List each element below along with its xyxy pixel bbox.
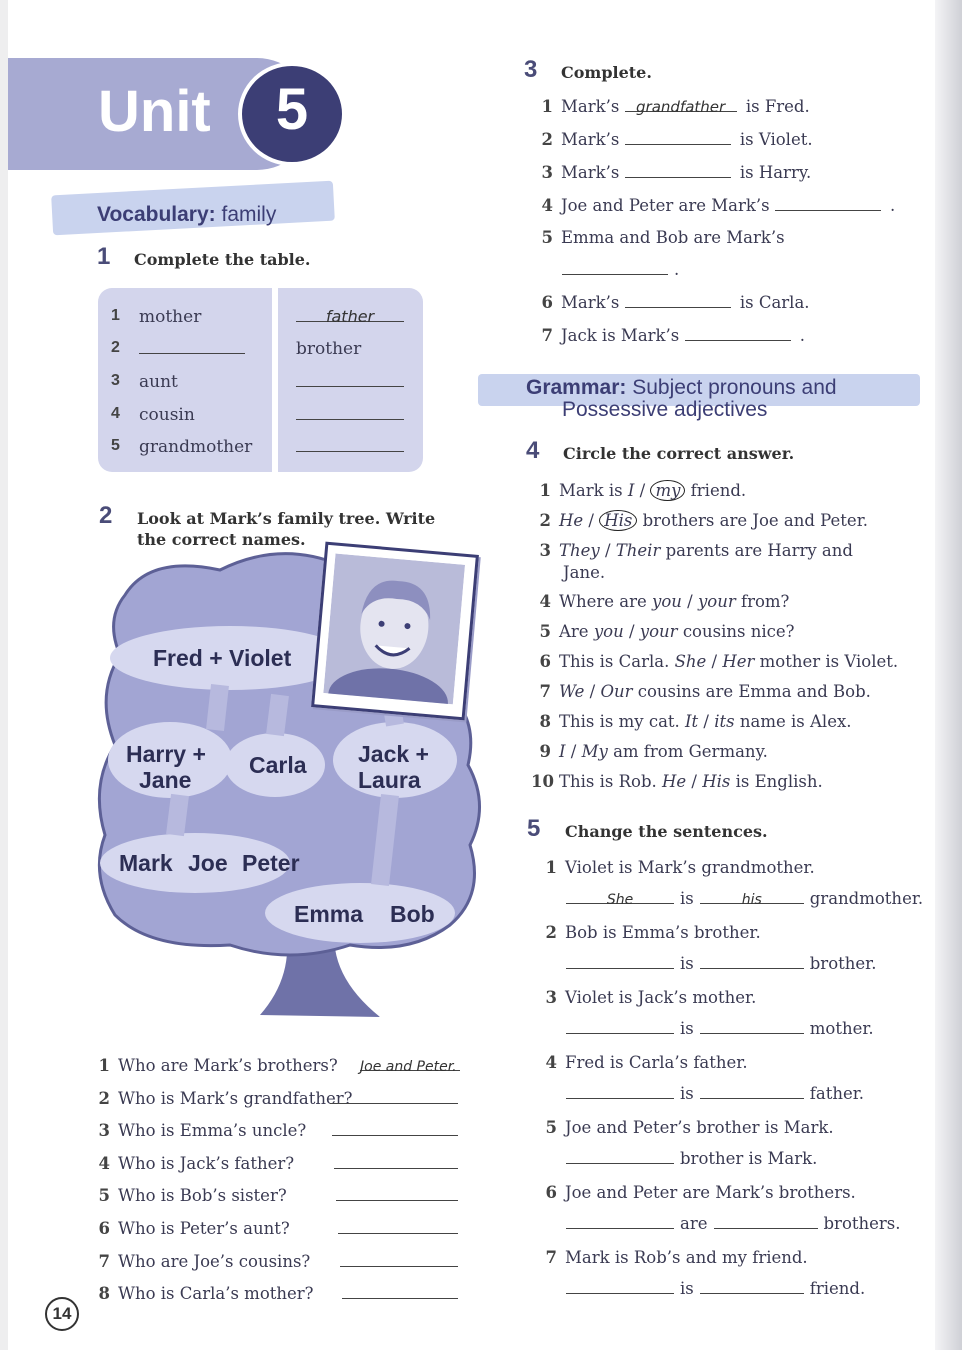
- ex2-instruction-1: Look at Mark’s family tree. Write: [137, 509, 436, 528]
- ex3-blank[interactable]: [625, 97, 737, 116]
- ex1-right-blank[interactable]: [296, 372, 404, 387]
- ex5-sentence-text: Joe and Peter are Mark’s brothers.: [565, 1183, 856, 1202]
- ex5-rewrite: [566, 1149, 823, 1169]
- tree-bob: Bob: [390, 901, 435, 927]
- ex5-rewrite: [566, 1214, 901, 1234]
- ex5-rewrite: [566, 954, 876, 974]
- ex4-item-number: 9: [539, 742, 551, 761]
- ex4-option-1[interactable]: It: [685, 712, 699, 731]
- ex1-left-blank[interactable]: [139, 339, 245, 354]
- ex1-row-number: 2: [111, 339, 120, 356]
- ex5-blank-2[interactable]: [714, 1214, 818, 1229]
- tree-harry: Harry +: [126, 741, 206, 767]
- ex4-option-1[interactable]: They: [559, 541, 600, 560]
- ex2-question-text: Who is Jack’s father?: [118, 1153, 295, 1173]
- ex5-middle: is: [680, 1084, 694, 1103]
- ex2-question: [90, 1284, 314, 1304]
- grammar-title: Grammar:: [526, 376, 627, 399]
- ex4-item-number: 2: [539, 511, 551, 530]
- ex2-answer-blank[interactable]: [340, 1252, 458, 1267]
- ex5-blank-1[interactable]: [566, 1279, 674, 1294]
- ex1-right-cell: [296, 437, 404, 457]
- ex4-item-number: 8: [539, 712, 551, 731]
- ex4-option-1[interactable]: We: [559, 682, 585, 701]
- ex3-item: [533, 228, 785, 248]
- ex4-option-1[interactable]: I: [559, 742, 566, 761]
- ex1-left-word: mother: [139, 307, 202, 327]
- ex4-item-lead: This is my cat.: [559, 712, 680, 731]
- ex1-left-word: grandmother: [139, 437, 253, 457]
- ex5-middle: is: [680, 954, 694, 973]
- ex5-blank-1[interactable]: [566, 1019, 674, 1034]
- ex5-rewrite: [566, 889, 923, 909]
- ex1-left-cell: [139, 437, 252, 457]
- ex3-item: [533, 97, 810, 117]
- ex2-number: 2: [99, 502, 113, 529]
- ex4-item: 4 Where are you / your from?: [531, 592, 789, 612]
- ex1-right-blank-answer: father: [325, 307, 375, 326]
- ex5-rewrite: [566, 1019, 874, 1039]
- ex4-option-2[interactable]: Their: [615, 541, 661, 560]
- ex4-item-tail: friend.: [690, 481, 747, 500]
- ex5-blank-2[interactable]: [700, 1279, 804, 1294]
- ex4-item-number: 1: [539, 481, 551, 500]
- ex2-question: [90, 1121, 306, 1141]
- tree-laura: Laura: [358, 767, 421, 793]
- ex3-item-number: 7: [541, 326, 553, 345]
- ex3-item: [533, 130, 813, 150]
- ex1-number: 1: [97, 243, 111, 270]
- ex4-option-1[interactable]: I: [627, 481, 635, 500]
- ex4-item: 10 This is Rob. He / His is English.: [531, 772, 823, 791]
- ex5-sentence-text: Violet is Mark’s grandmother.: [565, 858, 815, 877]
- ex4-option-2[interactable]: your: [639, 622, 678, 641]
- ex4-item-lead: Where are: [559, 592, 647, 611]
- ex2-answer-blank[interactable]: [332, 1121, 458, 1136]
- ex4-item: 7 We / Our cousins are Emma and Bob.: [531, 682, 871, 702]
- ex3-item-number: 2: [541, 130, 553, 149]
- ex4-option-1[interactable]: He: [662, 772, 687, 791]
- ex2-question-text: Who is Mark’s grandfather?: [118, 1088, 353, 1108]
- ex5-item-number: 6: [545, 1183, 557, 1202]
- ex1-right-cell: [296, 405, 404, 425]
- ex4-item: 1 Mark is I / my friend.: [531, 481, 746, 501]
- ex2-question-text: Who are Mark’s brothers?: [118, 1056, 338, 1075]
- ex2-answer-blank[interactable]: [338, 1219, 458, 1234]
- tree-fred-violet: Fred + Violet: [153, 645, 292, 671]
- tree-peter: Peter: [242, 850, 300, 876]
- ex3-item: [533, 196, 895, 216]
- ex4-option-1[interactable]: She: [674, 652, 707, 671]
- ex3-item-number: 1: [541, 97, 553, 116]
- ex4-item-number: 10: [531, 772, 554, 791]
- ex4-item-number: 4: [539, 592, 551, 611]
- ex4-option-2[interactable]: Her: [722, 652, 755, 671]
- ex2-answer-blank[interactable]: [336, 1186, 458, 1201]
- ex5-item-number: 5: [545, 1118, 557, 1137]
- page-edge-left: [0, 0, 8, 1350]
- ex4-item-tail: from?: [740, 592, 790, 611]
- ex5-sentence: [537, 988, 756, 1008]
- ex2-answer-blank[interactable]: [360, 1056, 460, 1075]
- ex5-item-number: 3: [545, 988, 557, 1007]
- ex5-blank-2[interactable]: [700, 1019, 804, 1034]
- ex3-item-prefix: Joe and Peter are Mark’s: [561, 196, 770, 215]
- ex5-blank-2-answer: his: [741, 892, 762, 908]
- ex4-item-lead: Are: [559, 622, 589, 641]
- unit-title: Unit: [98, 79, 211, 144]
- ex3-item-suffix: .: [799, 326, 806, 345]
- ex4-option-2[interactable]: My: [581, 742, 608, 761]
- ex4-item-tail: cousins nice?: [682, 622, 795, 641]
- ex3-item: [533, 293, 810, 313]
- ex3-item-suffix: .: [890, 196, 896, 215]
- ex2-instruction-2: the correct names.: [137, 530, 306, 549]
- ex1-left-word: aunt: [139, 372, 178, 392]
- ex4-option-2[interactable]: Our: [600, 682, 633, 701]
- tree-carla: Carla: [249, 752, 307, 778]
- ex3-item-number: 4: [541, 196, 553, 215]
- ex1-left-cell: [139, 372, 178, 392]
- ex2-question-text: Who are Joe’s cousins?: [118, 1251, 311, 1271]
- ex1-right-cell: [296, 339, 361, 359]
- ex5-item-number: 4: [545, 1053, 557, 1072]
- ex3-item-suffix: .: [674, 260, 680, 279]
- ex1-right-cell: [296, 372, 404, 392]
- ex2-question-text: Who is Peter’s aunt?: [118, 1219, 290, 1238]
- ex2-question-number: 1: [98, 1056, 110, 1075]
- ex3-item-suffix: is Harry.: [739, 163, 812, 182]
- ex5-sentence: [537, 858, 815, 878]
- vocab-heading: [97, 203, 276, 227]
- ex5-middle: is: [680, 1019, 694, 1038]
- grammar-subtitle-2: Possessive adjectives: [562, 398, 768, 421]
- ex1-table-divider: [272, 288, 278, 472]
- ex5-sentence-text: Violet is Jack’s mother.: [565, 988, 757, 1007]
- ex2-question-text: Who is Carla’s mother?: [118, 1284, 314, 1304]
- page-edge: [935, 0, 962, 1350]
- ex3-item-number: 5: [541, 228, 553, 247]
- ex2-question-number: 5: [98, 1186, 110, 1206]
- ex4-option-2[interactable]: my: [650, 480, 685, 501]
- ex2-answer-blank[interactable]: [334, 1154, 458, 1169]
- ex1-row-number: 4: [111, 405, 120, 422]
- ex1-right-blank[interactable]: [296, 437, 404, 452]
- tree-jane: Jane: [139, 767, 192, 793]
- ex2-question: [90, 1154, 294, 1174]
- ex1-right-cell: [296, 307, 404, 327]
- ex4-item-tail: mother is Violet.: [759, 652, 899, 671]
- ex3-item: [533, 163, 811, 183]
- ex5-blank-1[interactable]: [566, 1084, 674, 1099]
- ex5-blank-1[interactable]: [566, 1149, 674, 1164]
- ex3-item-prefix: Emma and Bob are Mark’s: [561, 228, 785, 247]
- ex5-blank-2[interactable]: [700, 889, 804, 908]
- ex3-item-prefix: Mark’s: [561, 163, 620, 182]
- ex4-item-continued: [563, 563, 605, 583]
- ex4-item-tail: am from Germany.: [613, 742, 768, 761]
- ex1-right-blank[interactable]: [296, 307, 404, 326]
- ex3-item: [533, 326, 805, 346]
- ex5-sentence-text: Mark is Rob’s and my friend.: [565, 1248, 808, 1267]
- ex3-blank[interactable]: [562, 260, 668, 275]
- ex4-item-number: 3: [539, 541, 551, 560]
- ex5-middle: is: [680, 889, 694, 908]
- ex4-item-tail: parents are Harry and: [665, 541, 853, 560]
- ex5-sentence: [537, 1053, 748, 1073]
- tree-mark: Mark: [119, 850, 173, 876]
- ex4-item-tail: is English.: [735, 772, 823, 791]
- ex3-blank[interactable]: [625, 130, 731, 145]
- ex1-instruction: Complete the table.: [134, 250, 311, 269]
- ex5-rewrite: [566, 1084, 864, 1104]
- ex5-end: grandmother.: [809, 889, 924, 908]
- ex5-sentence: [537, 1118, 834, 1138]
- ex4-item-lead: Mark is: [559, 481, 623, 500]
- ex2-question-text: Who is Emma’s uncle?: [118, 1121, 307, 1141]
- ex3-item-suffix: is Violet.: [739, 130, 813, 149]
- ex4-item-tail: brothers are Joe and Peter.: [642, 511, 869, 530]
- ex4-option-1[interactable]: He: [559, 511, 584, 530]
- ex4-option-2[interactable]: its: [714, 712, 735, 731]
- ex3-item-prefix: Mark’s: [561, 97, 620, 116]
- ex1-row-number: 5: [111, 437, 120, 454]
- tree-jack: Jack +: [358, 741, 429, 767]
- ex5-end: mother.: [809, 1019, 874, 1038]
- ex5-end: father.: [809, 1084, 865, 1103]
- tree-joe: Joe: [188, 850, 228, 876]
- ex4-option-1[interactable]: you: [652, 592, 682, 611]
- ex1-row-number: 3: [111, 372, 120, 389]
- ex4-option-2[interactable]: your: [697, 592, 736, 611]
- ex5-middle: brother is Mark.: [680, 1149, 818, 1168]
- ex3-blank-answer: grandfather: [636, 98, 726, 116]
- ex3-item-prefix: Mark’s: [561, 130, 620, 149]
- ex2-question-number: 4: [98, 1153, 110, 1173]
- ex4-number: 4: [526, 437, 540, 464]
- boy-face-icon: [323, 554, 465, 705]
- ex5-sentence-text: Fred is Carla’s father.: [565, 1053, 748, 1072]
- ex5-middle: are: [680, 1214, 708, 1233]
- ex4-option-2[interactable]: His: [599, 510, 637, 531]
- ex4-option-2[interactable]: His: [702, 772, 731, 791]
- ex5-blank-2[interactable]: [700, 954, 804, 969]
- ex1-right-blank[interactable]: [296, 405, 404, 420]
- ex1-right-word: brother: [296, 339, 362, 359]
- ex5-blank-1[interactable]: [566, 889, 674, 908]
- ex5-number: 5: [527, 815, 541, 842]
- grammar-subtitle-1: Subject pronouns and: [632, 376, 837, 399]
- ex2-question-number: 7: [98, 1251, 110, 1271]
- ex4-item: 6 This is Carla. She / Her mother is Violet.: [531, 652, 898, 672]
- ex2-answer-blank[interactable]: [342, 1284, 458, 1299]
- ex4-item-tail: name is Alex.: [739, 712, 852, 731]
- ex5-sentence-text: Joe and Peter’s brother is Mark.: [565, 1118, 834, 1137]
- ex4-option-1[interactable]: you: [593, 622, 624, 641]
- ex3-item-number: 3: [541, 163, 553, 182]
- ex3-number: 3: [524, 56, 538, 83]
- ex3-instruction: Complete.: [561, 63, 652, 82]
- ex5-end: friend.: [809, 1279, 866, 1298]
- ex3-item-prefix: Mark’s: [561, 293, 620, 312]
- ex5-blank-1-answer: She: [606, 892, 634, 908]
- ex5-item-number: 1: [545, 858, 557, 877]
- ex4-item: 9 I / My am from Germany.: [531, 742, 768, 762]
- ex5-end: brother.: [809, 954, 877, 973]
- ex3-blank[interactable]: [685, 326, 791, 341]
- ex5-sentence: [537, 923, 761, 943]
- ex2-question-number: 2: [98, 1088, 110, 1108]
- grammar-heading-1: [526, 376, 837, 400]
- ex3-item-suffix: is Fred.: [745, 97, 810, 116]
- ex4-item-tail-2: Jane.: [563, 563, 606, 582]
- ex3-item-number: 6: [541, 293, 553, 312]
- ex5-rewrite: [566, 1279, 865, 1299]
- ex2-question-number: 8: [98, 1284, 110, 1304]
- ex5-item-number: 7: [545, 1248, 557, 1267]
- page-number: 14: [45, 1297, 79, 1331]
- ex2-question: [90, 1056, 457, 1076]
- ex5-instruction: Change the sentences.: [565, 822, 768, 841]
- ex4-item-number: 5: [539, 622, 551, 641]
- ex3-blank[interactable]: [625, 293, 731, 308]
- ex5-item-number: 2: [545, 923, 557, 942]
- ex3-item-continued: [562, 260, 679, 280]
- ex4-item: 2 He / His brothers are Joe and Peter.: [531, 511, 868, 531]
- ex4-item: 8 This is my cat. It / its name is Alex.: [531, 712, 852, 732]
- unit-number: 5: [275, 77, 309, 142]
- ex2-question: [90, 1219, 290, 1239]
- ex4-item: 3 They / Their parents are Harry and: [531, 541, 853, 561]
- ex4-item-number: 6: [539, 652, 551, 671]
- ex4-instruction: Circle the correct answer.: [563, 444, 795, 463]
- ex2-question: [90, 1089, 353, 1109]
- ex1-left-word: cousin: [139, 405, 195, 425]
- ex4-item-tail: cousins are Emma and Bob.: [637, 682, 871, 701]
- ex5-sentence: [537, 1248, 808, 1268]
- ex3-item-prefix: Jack is Mark’s: [561, 326, 680, 345]
- ex2-question: [90, 1186, 287, 1206]
- ex3-item-suffix: is Carla.: [739, 293, 810, 312]
- ex5-sentence-text: Bob is Emma’s brother.: [565, 923, 761, 942]
- ex2-question-number: 3: [98, 1121, 110, 1141]
- ex2-answer: Joe and Peter.: [360, 1059, 457, 1075]
- ex2-question-text: Who is Bob’s sister?: [118, 1186, 287, 1206]
- vocab-title: Vocabulary:: [97, 203, 216, 226]
- ex3-blank[interactable]: [775, 196, 881, 211]
- ex2-answer-blank[interactable]: [330, 1089, 458, 1104]
- ex5-sentence: [537, 1183, 856, 1203]
- mark-photo: [311, 542, 479, 721]
- tree-emma: Emma: [294, 901, 364, 927]
- ex5-end: brothers.: [823, 1214, 901, 1233]
- ex4-item-lead: This is Rob.: [559, 772, 657, 791]
- ex4-item-number: 7: [539, 682, 551, 701]
- ex1-left-cell: [139, 405, 195, 425]
- ex5-middle: is: [680, 1279, 694, 1298]
- ex4-item-lead: This is Carla.: [559, 652, 670, 671]
- vocab-subtitle: family: [221, 203, 277, 226]
- ex3-blank[interactable]: [625, 163, 731, 178]
- ex1-left-cell: [139, 307, 201, 327]
- ex2-question-number: 6: [98, 1219, 110, 1238]
- ex5-blank-2[interactable]: [700, 1084, 804, 1099]
- ex5-blank-1[interactable]: [566, 1214, 674, 1229]
- ex5-blank-1[interactable]: [566, 954, 674, 969]
- ex1-row-number: 1: [111, 307, 120, 324]
- ex2-question: [90, 1252, 310, 1272]
- ex4-item: 5 Are you / your cousins nice?: [531, 622, 794, 642]
- ex1-left-cell[interactable]: [139, 339, 245, 359]
